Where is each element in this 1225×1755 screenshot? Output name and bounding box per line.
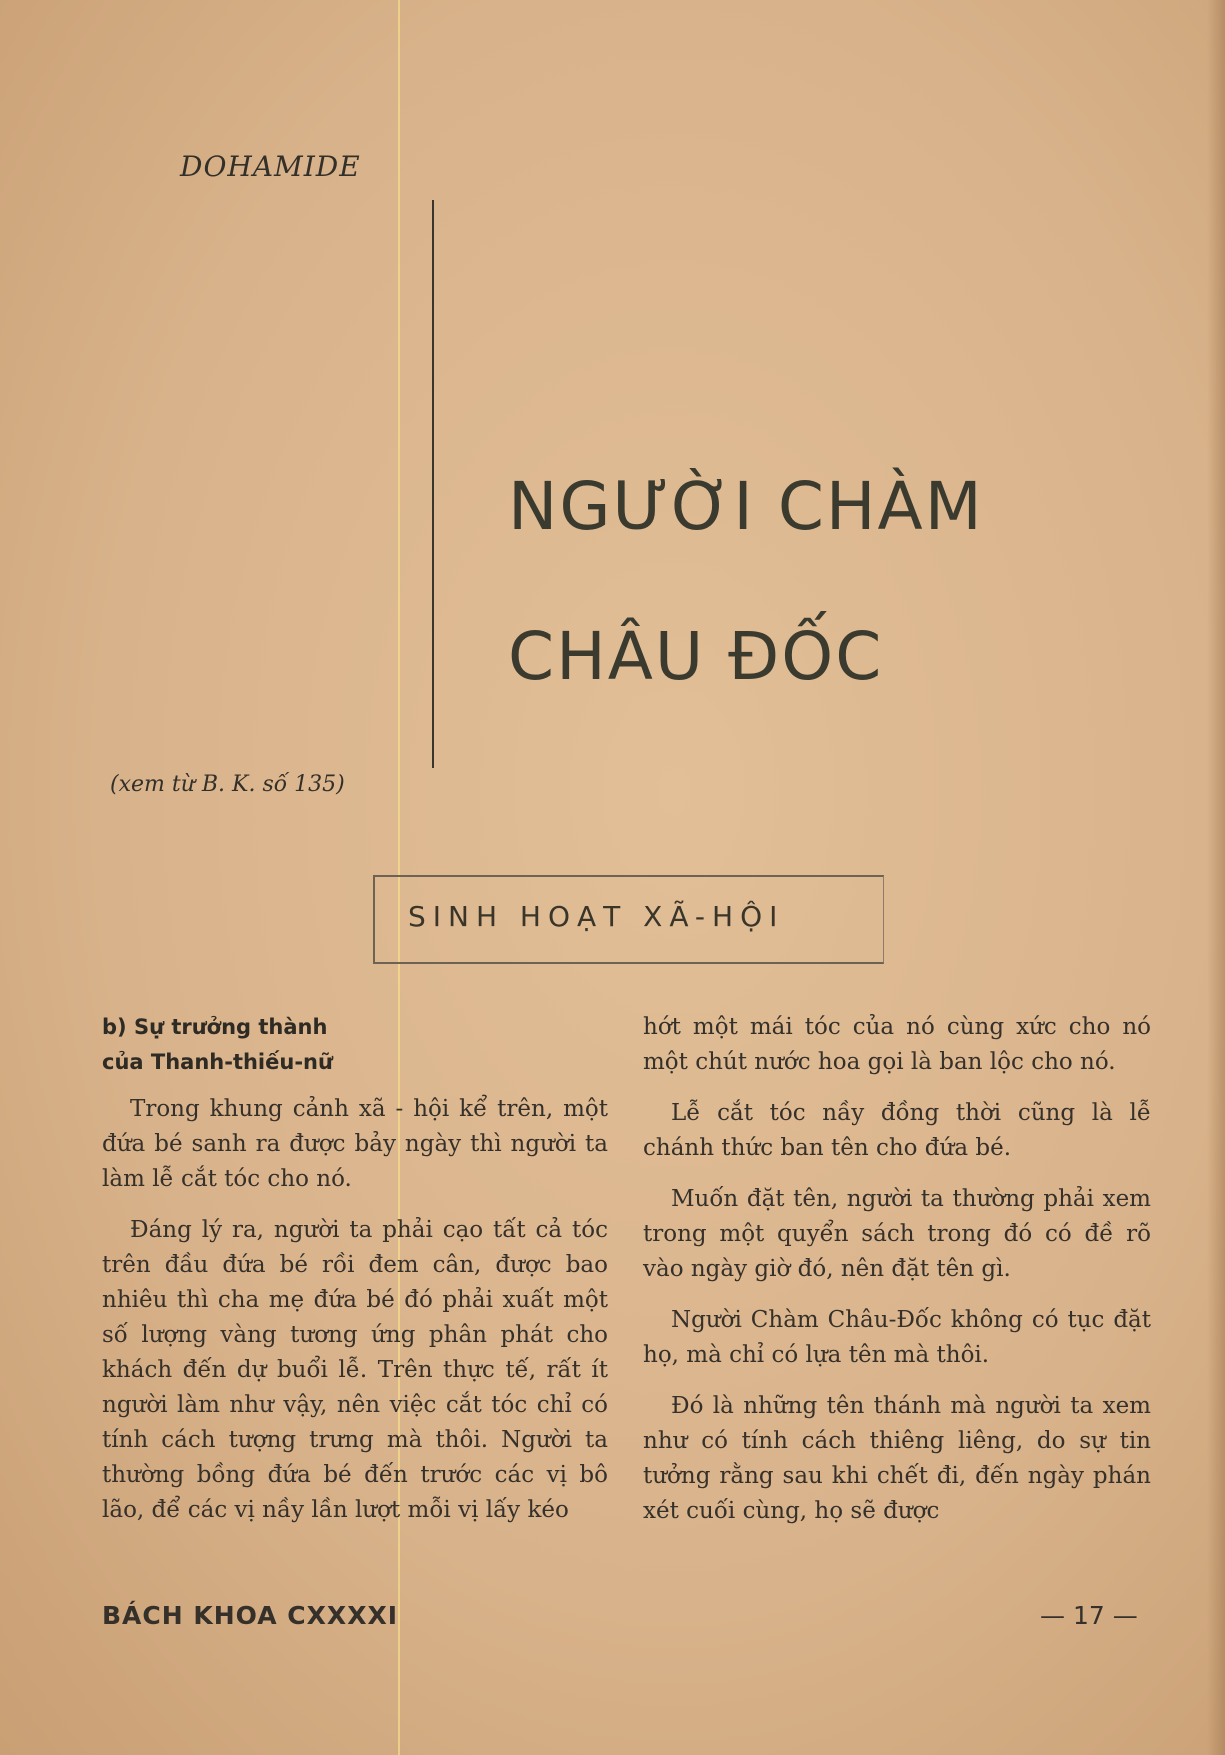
paragraph: Đó là những tên thánh mà người ta xem như có tính cách thiêng liêng, do sự tin tưởng rằng sau khi chết đi, đến ngày phán xét cuối cùng, họ sẽ được — [643, 1393, 1151, 1524]
subheading — [102, 1010, 608, 1080]
page-number: — 17 — — [1040, 1601, 1138, 1630]
left-column — [102, 1010, 608, 1544]
right-column — [643, 1010, 1151, 1545]
paragraph: Trong khung cảnh xã - hội kể trên, một đứa bé sanh ra được bảy ngày thì người ta làm lễ cắt tóc cho nó. — [102, 1096, 608, 1192]
subheading-line2: của Thanh-thiếu-nữ — [102, 1050, 333, 1074]
section-title: SINH HOẠT XÃ-HỘI — [408, 900, 785, 933]
paragraph: Đáng lý ra, người ta phải cạo tất cả tóc trên đầu đứa bé rồi đem cân, được bao nhiêu thì cha mẹ đứa bé đó phải xuất một số lượng vàng tương ứng phân phát cho khách đến dự buổi lễ. Trên thực tế, rất ít người làm như vậy, nên việc cắt tóc chỉ có tính cách tượng trưng mà thôi. Người ta thường bồng đứa bé đến trước các vị bô lão, để các vị nầy lần lượt mỗi vị lấy kéo — [102, 1217, 608, 1523]
author-name: DOHAMIDE — [180, 150, 361, 183]
publication-name: BÁCH KHOA CXXXXI — [102, 1601, 399, 1630]
article-title-line1: NGƯỜI CHÀM — [508, 468, 984, 545]
paragraph: Muốn đặt tên, người ta thường phải xem trong một quyển sách trong đó có đề rõ vào ngày giờ đó, nên đặt tên gì. — [643, 1186, 1151, 1282]
article-title-line2: CHÂU ĐỐC — [508, 618, 884, 695]
continuation-reference: (xem từ B. K. số 135) — [110, 772, 345, 797]
paragraph: Lễ cắt tóc nầy đồng thời cũng là lễ chánh thức ban tên cho đứa bé. — [643, 1100, 1151, 1161]
subheading-line1: b) Sự trưởng thành — [102, 1015, 328, 1039]
page-edge-shadow — [1207, 0, 1225, 1755]
paragraph: hớt một mái tóc của nó cùng xức cho nó một chút nước hoa gọi là ban lộc cho nó. — [643, 1014, 1151, 1075]
paragraph: Người Chàm Châu-Đốc không có tục đặt họ, mà chỉ có lựa tên mà thôi. — [643, 1307, 1151, 1368]
title-divider — [432, 200, 434, 768]
